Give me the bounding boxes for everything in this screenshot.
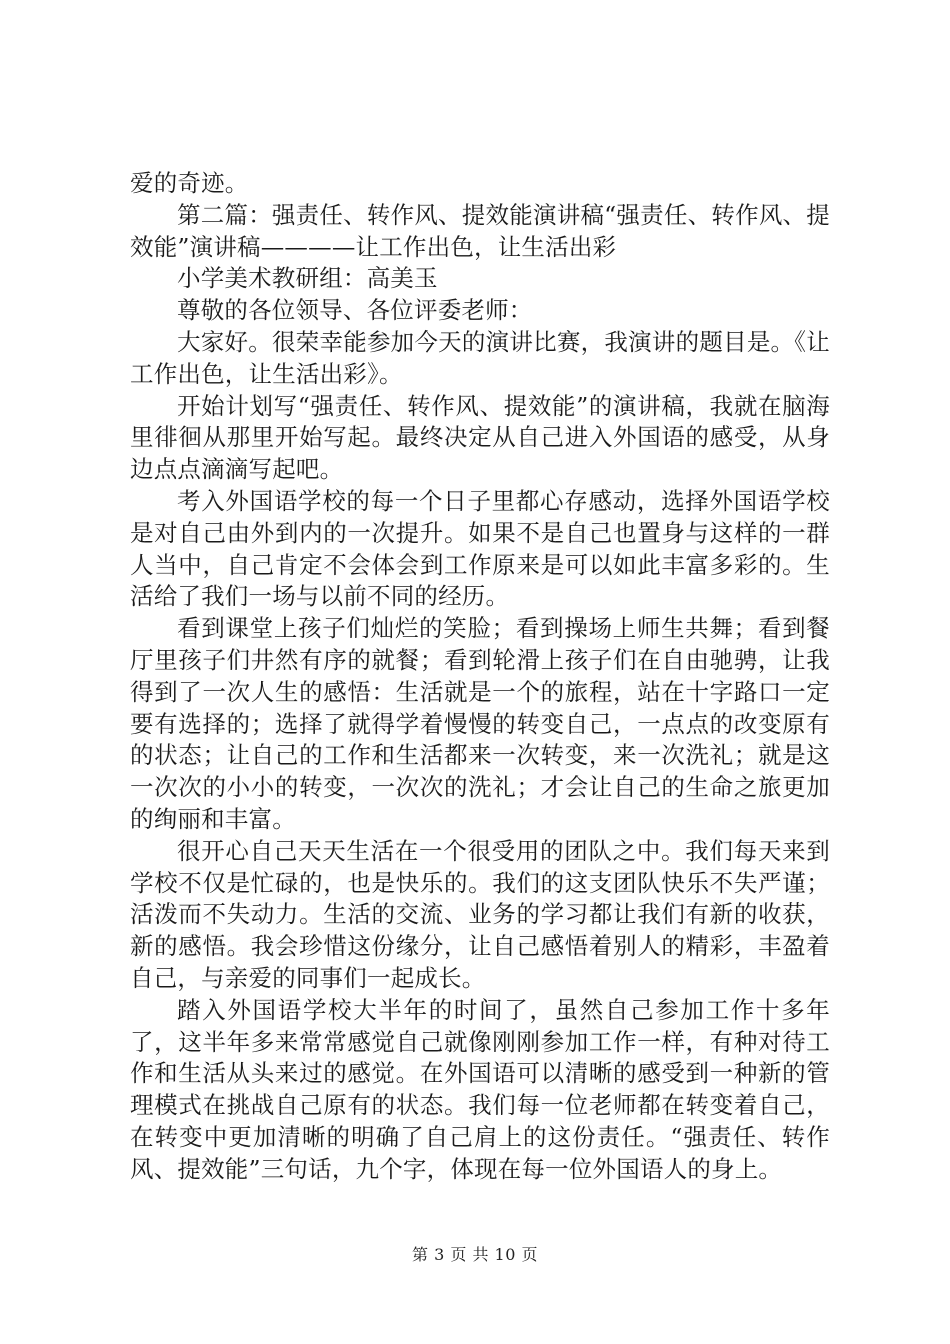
- paragraph: 踏入外国语学校大半年的时间了，虽然自己参加工作十多年了，这半年多来常常感觉自己就像刚刚参加工作一样，有种对待工作和生活从头来过的感觉。在外国语可以清晰的感受到一种新的管理模式在挑战自己原有的状态。我们每一位老师都在转变着自己，在转变中更加清晰的明确了自己肩上的这份责任。“强责任、转作风、提效能”三句话，九个字，体现在每一位外国语人的身上。: [130, 995, 830, 1183]
- paragraph: 大家好。很荣幸能参加今天的演讲比赛，我演讲的题目是。《让工作出色，让生活出彩》。: [130, 327, 830, 388]
- paragraph: 尊敬的各位领导、各位评委老师：: [177, 296, 533, 325]
- paragraph: 开始计划写“强责任、转作风、提效能”的演讲稿，我就在脑海里徘徊从那里开始写起。最终决定从自己进入外国语的感受，从身边点点滴滴写起吧。: [130, 391, 830, 484]
- document-body: [130, 168, 830, 1186]
- paragraph: 第二篇：强责任、转作风、提效能演讲稿“强责任、转作风、提效能”演讲稿————让工作出色，让生活出彩: [130, 200, 830, 261]
- page-number-footer: 第 3 页 共 10 页: [412, 1245, 538, 1264]
- paragraph: 小学美术教研组：高美玉: [177, 264, 438, 293]
- paragraph: 考入外国语学校的每一个日子里都心存感动，选择外国语学校是对自己由外到内的一次提升。如果不是自己也置身与这样的一群人当中，自己肯定不会体会到工作原来是可以如此丰富多彩的。生活给了我们一场与以前不同的经历。: [130, 486, 830, 611]
- paragraph: 看到课堂上孩子们灿烂的笑脸；看到操场上师生共舞；看到餐厅里孩子们井然有序的就餐；看到轮滑上孩子们在自由驰骋，让我得到了一次人生的感悟：生活就是一个的旅程，站在十字路口一定要有选择的；选择了就得学着慢慢的转变自己，一点点的改变原有的状态；让自己的工作和生活都来一次转变，来一次洗礼；就是这一次次的小小的转变，一次次的洗礼；才会让自己的生命之旅更加的绚丽和丰富。: [130, 614, 830, 833]
- paragraph: 很开心自己天天生活在一个很受用的团队之中。我们每天来到学校不仅是忙碌的，也是快乐的。我们的这支团队快乐不失严谨；活泼而不失动力。生活的交流、业务的学习都让我们有新的收获，新的感悟。我会珍惜这份缘分，让自己感悟着别人的精彩，丰盈着自己，与亲爱的同事们一起成长。: [130, 836, 830, 992]
- paragraph: 爱的奇迹。: [130, 169, 249, 197]
